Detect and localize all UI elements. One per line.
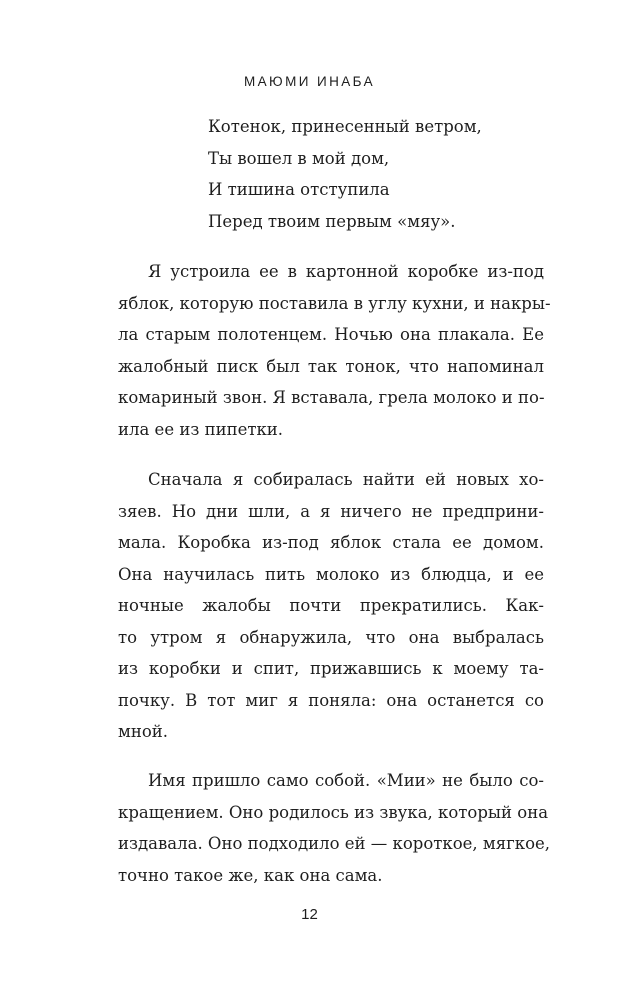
text-line: ла старым полотенцем. Ночью она плакала. Ее (118, 325, 544, 344)
text-line: ночные жалобы почти прекратились. Как- (118, 596, 544, 615)
text-line: Я устроила ее в картонной коробке из-под (148, 262, 544, 281)
text-line: зяев. Но дни шли, а я ничего не предприни- (118, 501, 544, 521)
text-line: комариный звон. Я вставала, грела молоко и по- (118, 388, 545, 407)
running-head: МАЮМИ ИНАБА (243, 74, 375, 89)
text-line: яблок, которую поставила в углу кухни, и накры- (118, 293, 551, 313)
poem-epigraph (208, 111, 482, 237)
poem-line: Котенок, принесенный ветром, (208, 117, 482, 136)
text-line: то утром я обнаружила, что она выбралась (118, 627, 544, 647)
text-line: Сначала я собиралась найти ей новых хо- (148, 470, 544, 489)
text-line: ила ее из пипетки. (118, 419, 284, 439)
text-line: из коробки и спит, прижавшись к моему та- (118, 659, 544, 678)
text-line: кращением. Оно родилось из звука, который она (118, 802, 549, 822)
page-number: 12 (301, 906, 318, 923)
body-paragraph (118, 765, 551, 891)
poem-line: Ты вошел в мой дом, (208, 148, 390, 168)
poem-line: Перед твоим первым «мяу». (208, 211, 456, 231)
text-line: мной. (118, 722, 169, 741)
poem-line: И тишина отступила (208, 180, 390, 199)
text-line: почку. В тот миг я поняла: она останется со (118, 690, 544, 710)
text-line: жалобный писк был так тонок, что напоминал (118, 356, 544, 376)
text-line: Имя пришло само собой. «Мии» не было со- (148, 771, 544, 790)
body-paragraph (118, 464, 544, 748)
text-line: издавала. Оно подходило ей — короткое, мягкое, (118, 834, 551, 853)
text-line: точно такое же, как она сама. (118, 865, 383, 885)
body-paragraph (118, 256, 551, 445)
text-line: мала. Коробка из-под яблок стала ее домом. (118, 533, 544, 552)
text-line: Она научилась пить молоко из блюдца, и ее (118, 564, 544, 584)
